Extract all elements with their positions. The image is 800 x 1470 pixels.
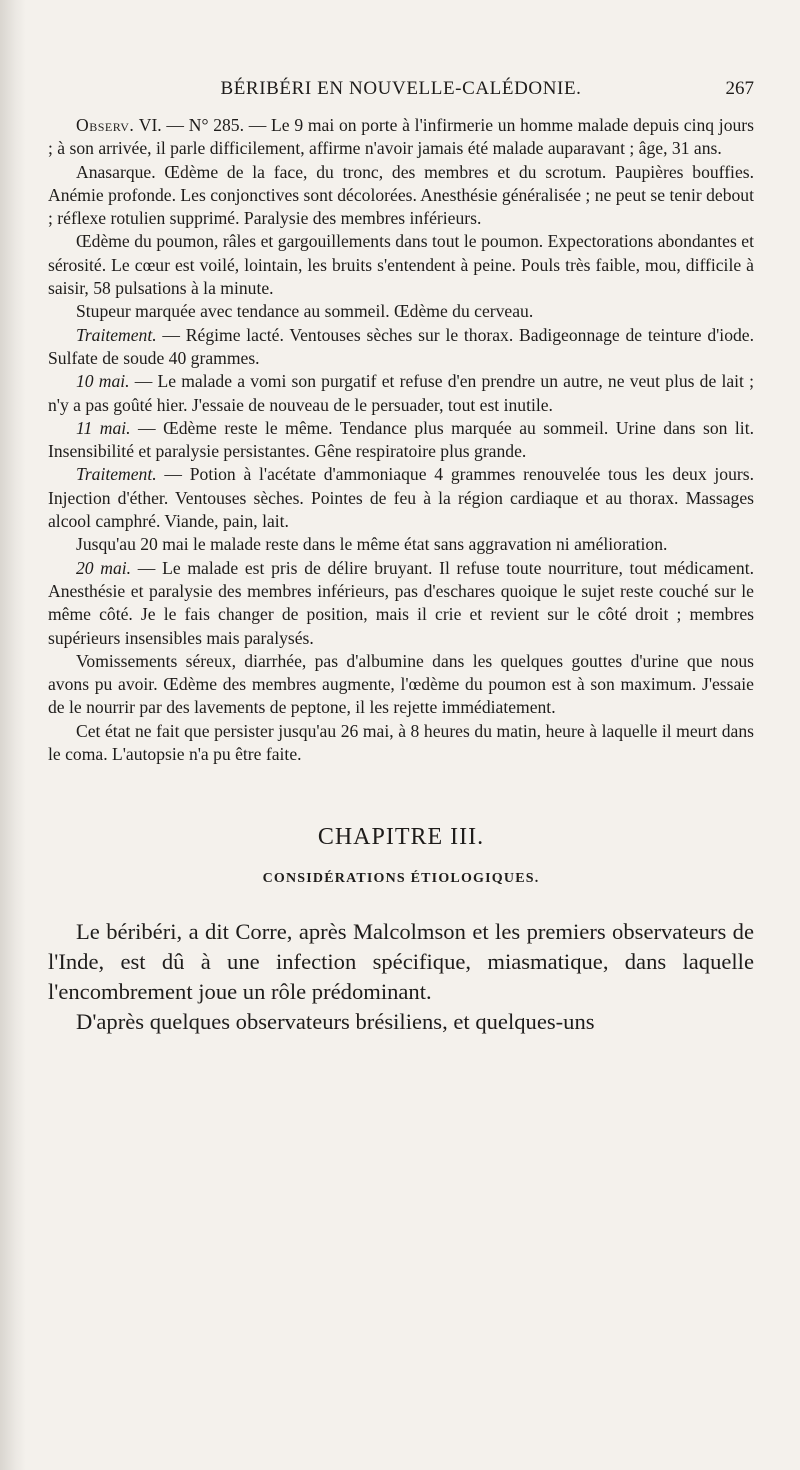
observation-intro — [48, 114, 754, 161]
running-title: BÉRIBÉRI EN NOUVELLE-CALÉDONIE. — [220, 78, 582, 99]
chapter-subtitle: CONSIDÉRATIONS ÉTIOLOGIQUES. — [262, 871, 540, 887]
scan-edge-shadow — [0, 0, 26, 1470]
traitement-label-2: Traitement. — [76, 464, 157, 485]
running-head — [48, 78, 754, 114]
date-label-11-mai: 11 mai. — [76, 417, 131, 438]
paragraph-vomissements: Vomissements séreux, diarrhée, pas d'albumine dans les quelques gouttes d'urine que nous avons pu avoir. Œdème des membres augmente, l'œdème du poumon est à son maximum. J'essaie de le nourrir par des lavements de peptone, il les rejette immédiatement. — [48, 650, 754, 718]
paragraph-traitement-1 — [48, 324, 754, 371]
chapter-title: CHAPITRE III. — [317, 824, 485, 851]
paragraph-20-mai — [48, 557, 754, 650]
observation-text: VI. — N° 285. — Le 9 mai on porte à l'infirmerie un homme malade depuis cinq jours ; à son arrivée, il parle difficilement, affirme n'avoir jamais été malade auparavant ; âge, 31 ans. — [48, 115, 754, 159]
date-label-20-mai: 20 mai. — [76, 557, 132, 578]
traitement-text-2: — Potion à l'acétate d'ammoniaque 4 grammes renouvelée tous les deux jours. Injection d'éther. Ventouses sèches. Pointes de feu à la région cardiaque et au thorax. Massages alcool camphré. Viande, pain, lait. — [48, 464, 754, 532]
chapter-paragraph-2: D'après quelques observateurs brésiliens, et quelques-uns — [76, 1009, 595, 1035]
book-page — [48, 78, 754, 1037]
paragraph-traitement-2 — [48, 463, 754, 533]
traitement-label: Traitement. — [76, 324, 157, 345]
text-11-mai: — Œdème reste le même. Tendance plus marquée au sommeil. Urine dans son lit. Insensibilité et paralysie persistantes. Gêne respiratoire plus grande. — [48, 417, 754, 462]
paragraph-10-mai — [48, 370, 754, 417]
paragraph-anasarque: Anasarque. Œdème de la face, du tronc, des membres et du scrotum. Paupières bouffies. Anémie profonde. Les conjonctives sont décolorées. Anesthésie généralisée ; ne peut se tenir debout ; réflexe rotulien supprimé. Paralysie des membres inférieurs. — [48, 161, 754, 229]
text-10-mai: — Le malade a vomi son purgatif et refuse d'en prendre un autre, ne veut plus de lait ; n'y a pas goûté hier. J'essaie de nouveau de le persuader, tout est inutile. — [48, 371, 754, 415]
paragraph-11-mai — [48, 417, 754, 464]
paragraph-jusqu-au-20: Jusqu'au 20 mai le malade reste dans le même état sans aggravation ni amélioration. — [76, 534, 668, 555]
paragraph-stupeur: Stupeur marquée avec tendance au sommeil. Œdème du cerveau. — [76, 301, 534, 322]
traitement-text: — Régime lacté. Ventouses sèches sur le thorax. Badigeonnage de teinture d'iode. Sulfate de soude 40 grammes. — [48, 324, 754, 368]
observation-label: Observ. — [76, 115, 135, 135]
page-number: 267 — [725, 78, 754, 99]
date-label-10-mai: 10 mai. — [76, 371, 130, 392]
text-20-mai: — Le malade est pris de délire bruyant. Il refuse toute nourriture, tout médicament. Anesthésie et paralysie des membres inférieurs, pas d'eschares quoique le sujet reste couché sur le même côté. Je le fais changer de position, mais il crie et revient sur le côté droit ; membres supérieurs insensibles mais paralysés. — [48, 557, 755, 648]
paragraph-deces: Cet état ne fait que persister jusqu'au 26 mai, à 8 heures du matin, heure à laquelle il meurt dans le coma. L'autopsie n'a pu être faite. — [48, 720, 754, 765]
paragraph-oedeme-poumon: Œdème du poumon, râles et gargouillements dans tout le poumon. Expectorations abondantes et sérosité. Le cœur est voilé, lointain, les bruits s'entendent à peine. Pouls très faible, mou, difficile à saisir, 58 pulsations à la minute. — [48, 231, 754, 299]
chapter-paragraph-1: Le béribéri, a dit Corre, après Malcolmson et les premiers observateurs de l'Inde, est dû à une infection spécifique, miasmatique, dans laquelle l'encombrement joue un rôle prédominant. — [48, 919, 754, 1005]
